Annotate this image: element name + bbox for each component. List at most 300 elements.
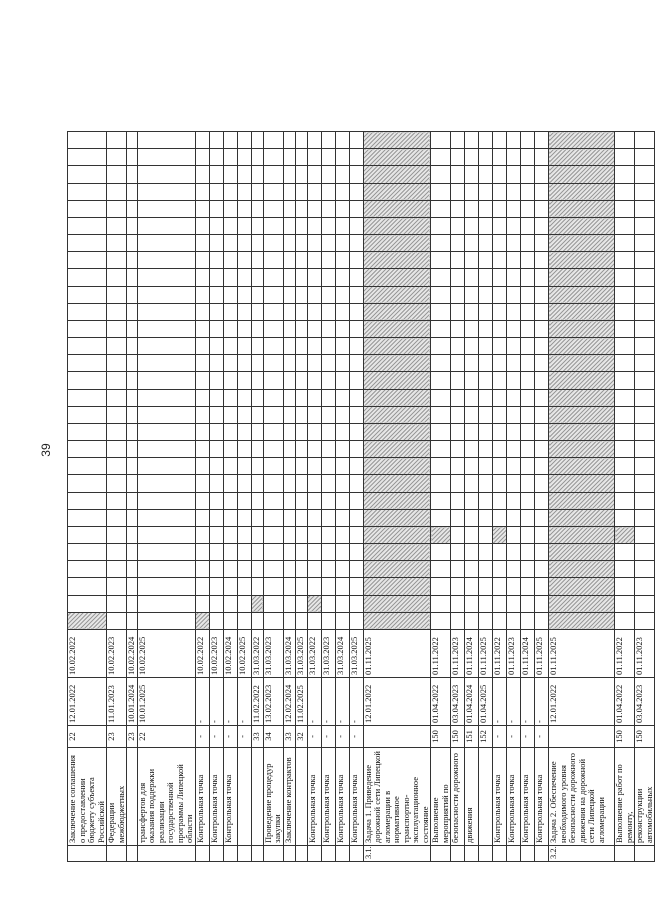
table-row [321, 132, 335, 862]
gantt-cell [127, 492, 138, 509]
end-date-cell: 01.11.2025 [479, 630, 493, 678]
gantt-cell [465, 269, 479, 286]
gantt-cell [68, 132, 107, 149]
gantt-cell [137, 492, 195, 509]
gantt-cell [363, 509, 431, 526]
gantt-cell [137, 612, 195, 629]
gantt-cell [335, 389, 349, 406]
table-row [451, 132, 465, 862]
gantt-cell [615, 389, 635, 406]
gantt-cell [263, 612, 283, 629]
gantt-cell [195, 561, 209, 578]
gantt-cell [251, 269, 263, 286]
gantt-cell [137, 269, 195, 286]
row-number-cell [479, 846, 493, 862]
activity-name-cell [295, 748, 307, 846]
end-date-cell: 10.02.2025 [237, 630, 251, 678]
gantt-cell [479, 561, 493, 578]
gantt-cell [127, 406, 138, 423]
gantt-cell [68, 320, 107, 337]
gantt-cell [507, 149, 521, 166]
gantt-cell [507, 561, 521, 578]
gantt-cell [363, 544, 431, 561]
gantt-cell [127, 561, 138, 578]
gantt-cell [223, 612, 237, 629]
gantt-cell [363, 269, 431, 286]
gantt-cell [615, 441, 635, 458]
table-row [68, 132, 107, 862]
gantt-cell [295, 166, 307, 183]
gantt-cell [479, 612, 493, 629]
gantt-cell [335, 561, 349, 578]
gantt-cell [237, 269, 251, 286]
gantt-cell [335, 200, 349, 217]
gantt-cell [223, 303, 237, 320]
gantt-cell [295, 183, 307, 200]
percent-cell: 33 [283, 726, 295, 748]
gantt-cell [349, 320, 363, 337]
gantt-cell [107, 355, 127, 372]
gantt-cell [349, 423, 363, 440]
gantt-cell [127, 526, 138, 543]
gantt-cell [335, 492, 349, 509]
gantt-cell [465, 441, 479, 458]
gantt-cell [335, 406, 349, 423]
gantt-cell [615, 217, 635, 234]
gantt-cell [137, 320, 195, 337]
percent-cell: - [195, 726, 209, 748]
gantt-cell [493, 166, 507, 183]
percent-cell: - [335, 726, 349, 748]
row-number-cell [223, 846, 237, 862]
gantt-cell [521, 492, 535, 509]
gantt-cell [307, 458, 321, 475]
gantt-cell [465, 132, 479, 149]
gantt-cell [615, 612, 635, 629]
gantt-cell [451, 406, 465, 423]
gantt-cell [295, 458, 307, 475]
gantt-cell [549, 595, 615, 612]
gantt-cell [335, 441, 349, 458]
gantt-cell [321, 526, 335, 543]
gantt-cell [321, 458, 335, 475]
gantt-cell [465, 389, 479, 406]
gantt-cell [451, 475, 465, 492]
gantt-cell [507, 423, 521, 440]
gantt-cell [465, 149, 479, 166]
gantt-cell [263, 338, 283, 355]
gantt-cell [549, 406, 615, 423]
gantt-cell [535, 595, 549, 612]
gantt-cell [107, 132, 127, 149]
gantt-cell [107, 544, 127, 561]
gantt-cell [521, 132, 535, 149]
gantt-cell [465, 303, 479, 320]
gantt-cell [195, 578, 209, 595]
start-date-cell: - [335, 678, 349, 726]
row-number-cell [295, 846, 307, 862]
gantt-cell [68, 372, 107, 389]
activity-name-cell: Выполнение работ по ремонту, [615, 748, 635, 846]
table-row [195, 132, 209, 862]
gantt-cell [223, 475, 237, 492]
gantt-cell [107, 200, 127, 217]
gantt-cell [363, 595, 431, 612]
gantt-cell [363, 149, 431, 166]
gantt-cell [127, 252, 138, 269]
gantt-cell [127, 269, 138, 286]
gantt-cell [431, 595, 451, 612]
gantt-cell [107, 183, 127, 200]
gantt-cell [223, 492, 237, 509]
gantt-cell [295, 355, 307, 372]
gantt-cell [479, 492, 493, 509]
gantt-cell [349, 578, 363, 595]
row-number-cell [535, 846, 549, 862]
gantt-cell [535, 320, 549, 337]
gantt-cell [635, 149, 655, 166]
gantt-cell [237, 183, 251, 200]
start-date-cell: 01.04.2024 [465, 678, 479, 726]
gantt-cell [307, 235, 321, 252]
gantt-cell [223, 252, 237, 269]
gantt-cell [465, 372, 479, 389]
gantt-cell [635, 406, 655, 423]
table-row [263, 132, 283, 862]
gantt-cell [535, 183, 549, 200]
gantt-cell [521, 303, 535, 320]
gantt-cell [507, 458, 521, 475]
gantt-cell [431, 320, 451, 337]
gantt-cell [263, 492, 283, 509]
percent-cell: 22 [68, 726, 107, 748]
activity-name-cell: Контрольная точка [307, 748, 321, 846]
gantt-cell [68, 612, 107, 629]
row-number-cell [321, 846, 335, 862]
gantt-cell [549, 475, 615, 492]
gantt-cell [349, 526, 363, 543]
gantt-cell [321, 235, 335, 252]
gantt-cell [263, 252, 283, 269]
gantt-cell [127, 355, 138, 372]
end-date-cell: 31.03.2025 [295, 630, 307, 678]
gantt-cell [283, 252, 295, 269]
gantt-cell [521, 475, 535, 492]
gantt-cell [195, 338, 209, 355]
gantt-cell [321, 475, 335, 492]
start-date-cell: 11.02.2022 [251, 678, 263, 726]
gantt-cell [507, 441, 521, 458]
gantt-cell [451, 492, 465, 509]
row-number-cell [431, 846, 451, 862]
end-date-cell: 31.03.2025 [349, 630, 363, 678]
gantt-cell [535, 578, 549, 595]
gantt-cell [549, 612, 615, 629]
table-row [363, 132, 431, 862]
gantt-cell [431, 492, 451, 509]
gantt-cell [107, 578, 127, 595]
table-row [127, 132, 138, 862]
gantt-cell [209, 320, 223, 337]
gantt-cell [307, 544, 321, 561]
start-date-cell: 11.01.2023 [107, 678, 127, 726]
gantt-cell [237, 612, 251, 629]
gantt-cell [263, 320, 283, 337]
activity-name-cell: Федерации межбюджетных [107, 748, 127, 846]
gantt-cell [363, 132, 431, 149]
gantt-cell [321, 612, 335, 629]
row-number-cell [635, 846, 655, 862]
gantt-cell [507, 338, 521, 355]
table-row [635, 132, 655, 862]
gantt-cell [363, 320, 431, 337]
gantt-cell [283, 200, 295, 217]
end-date-cell: 31.03.2022 [251, 630, 263, 678]
gantt-cell [363, 475, 431, 492]
gantt-cell [549, 372, 615, 389]
gantt-cell [137, 286, 195, 303]
gantt-cell [335, 149, 349, 166]
gantt-cell [493, 423, 507, 440]
gantt-cell [195, 526, 209, 543]
gantt-cell [209, 423, 223, 440]
gantt-cell [549, 458, 615, 475]
gantt-cell [335, 252, 349, 269]
gantt-cell [107, 389, 127, 406]
gantt-cell [68, 252, 107, 269]
gantt-cell [195, 303, 209, 320]
gantt-cell [549, 509, 615, 526]
gantt-cell [335, 355, 349, 372]
gantt-cell [283, 578, 295, 595]
gantt-cell [493, 406, 507, 423]
gantt-cell [137, 338, 195, 355]
table-row [507, 132, 521, 862]
gantt-cell [479, 475, 493, 492]
gantt-cell [521, 320, 535, 337]
gantt-cell [237, 372, 251, 389]
gantt-cell [195, 458, 209, 475]
gantt-cell [521, 372, 535, 389]
gantt-cell [465, 595, 479, 612]
start-date-cell: - [493, 678, 507, 726]
gantt-cell [283, 132, 295, 149]
gantt-cell [283, 303, 295, 320]
gantt-cell [209, 132, 223, 149]
gantt-cell [615, 269, 635, 286]
gantt-cell [223, 423, 237, 440]
gantt-cell [479, 235, 493, 252]
gantt-cell [307, 200, 321, 217]
activity-name-cell: Контрольная точка [507, 748, 521, 846]
gantt-cell [349, 217, 363, 234]
gantt-cell [465, 526, 479, 543]
end-date-cell: 10.02.2024 [223, 630, 237, 678]
gantt-cell [237, 252, 251, 269]
gantt-cell [107, 303, 127, 320]
gantt-cell [363, 612, 431, 629]
end-date-cell: 31.03.2023 [321, 630, 335, 678]
gantt-cell [223, 578, 237, 595]
gantt-cell [451, 372, 465, 389]
gantt-cell [479, 200, 493, 217]
gantt-cell [251, 595, 263, 612]
gantt-cell [209, 338, 223, 355]
gantt-cell [479, 217, 493, 234]
gantt-cell [493, 252, 507, 269]
gantt-cell [263, 200, 283, 217]
percent-cell: - [307, 726, 321, 748]
gantt-cell [137, 372, 195, 389]
gantt-cell [283, 338, 295, 355]
start-date-cell: - [223, 678, 237, 726]
gantt-cell [263, 217, 283, 234]
gantt-cell [349, 509, 363, 526]
end-date-cell: 01.11.2023 [635, 630, 655, 678]
gantt-cell [127, 372, 138, 389]
gantt-cell [335, 372, 349, 389]
gantt-cell [349, 492, 363, 509]
gantt-cell [521, 458, 535, 475]
gantt-cell [195, 509, 209, 526]
gantt-cell [195, 269, 209, 286]
gantt-cell [127, 303, 138, 320]
gantt-cell [507, 406, 521, 423]
gantt-cell [295, 252, 307, 269]
row-number-cell [349, 846, 363, 862]
gantt-cell [263, 286, 283, 303]
gantt-cell [209, 166, 223, 183]
gantt-cell [251, 132, 263, 149]
percent-cell: 150 [451, 726, 465, 748]
gantt-cell [615, 303, 635, 320]
gantt-cell [493, 544, 507, 561]
percent-cell: - [349, 726, 363, 748]
percent-cell: 23 [107, 726, 127, 748]
gantt-cell [349, 406, 363, 423]
gantt-cell [295, 200, 307, 217]
gantt-cell [195, 235, 209, 252]
gantt-cell [195, 355, 209, 372]
gantt-cell [209, 578, 223, 595]
gantt-cell [635, 423, 655, 440]
gantt-cell [209, 303, 223, 320]
gantt-cell [535, 561, 549, 578]
gantt-cell [307, 355, 321, 372]
gantt-cell [137, 303, 195, 320]
gantt-cell [137, 389, 195, 406]
gantt-cell [295, 286, 307, 303]
gantt-cell [451, 200, 465, 217]
activity-name-cell: безопасности дорожного [451, 748, 465, 846]
row-number-cell [137, 846, 195, 862]
gantt-cell [451, 458, 465, 475]
gantt-cell [349, 612, 363, 629]
gantt-cell [479, 252, 493, 269]
gantt-cell [549, 200, 615, 217]
gantt-cell [137, 544, 195, 561]
gantt-cell [451, 320, 465, 337]
gantt-cell [493, 389, 507, 406]
gantt-cell [363, 372, 431, 389]
gantt-cell [209, 475, 223, 492]
gantt-cell [237, 338, 251, 355]
gantt-cell [335, 183, 349, 200]
gantt-cell [615, 166, 635, 183]
gantt-cell [307, 578, 321, 595]
gantt-cell [283, 612, 295, 629]
gantt-cell [521, 235, 535, 252]
gantt-cell [549, 303, 615, 320]
gantt-cell [237, 355, 251, 372]
gantt-cell [479, 303, 493, 320]
gantt-cell [451, 423, 465, 440]
gantt-cell [223, 269, 237, 286]
gantt-cell [635, 303, 655, 320]
gantt-cell [431, 183, 451, 200]
gantt-cell [521, 406, 535, 423]
activity-name-cell: Выполнение мероприятий по [431, 748, 451, 846]
row-number-cell: 3.2. [549, 846, 615, 862]
gantt-cell [127, 441, 138, 458]
gantt-cell [521, 423, 535, 440]
gantt-cell [283, 286, 295, 303]
gantt-cell [263, 269, 283, 286]
start-date-cell: - [307, 678, 321, 726]
start-date-cell: 12.01.2022 [363, 678, 431, 726]
gantt-cell [263, 526, 283, 543]
gantt-cell [431, 509, 451, 526]
gantt-cell [451, 132, 465, 149]
gantt-cell [431, 406, 451, 423]
gantt-cell [283, 389, 295, 406]
gantt-cell [107, 561, 127, 578]
gantt-cell [127, 458, 138, 475]
gantt-cell [237, 492, 251, 509]
gantt-cell [493, 217, 507, 234]
start-date-cell: - [209, 678, 223, 726]
gantt-cell [479, 578, 493, 595]
gantt-cell [195, 595, 209, 612]
gantt-cell [263, 303, 283, 320]
gantt-cell [549, 183, 615, 200]
gantt-cell [223, 406, 237, 423]
gantt-cell [321, 389, 335, 406]
gantt-cell [451, 595, 465, 612]
gantt-cell [363, 406, 431, 423]
gantt-cell [521, 183, 535, 200]
gantt-cell [107, 509, 127, 526]
gantt-cell [127, 612, 138, 629]
gantt-cell [451, 286, 465, 303]
gantt-cell [451, 441, 465, 458]
gantt-cell [451, 578, 465, 595]
gantt-cell [335, 475, 349, 492]
gantt-cell [479, 509, 493, 526]
gantt-cell [431, 200, 451, 217]
end-date-cell: 10.02.2022 [195, 630, 209, 678]
gantt-cell [295, 338, 307, 355]
gantt-cell [521, 561, 535, 578]
row-number-cell [465, 846, 479, 862]
gantt-cell [451, 561, 465, 578]
start-date-cell: 12.01.2022 [549, 678, 615, 726]
gantt-cell [479, 372, 493, 389]
gantt-cell [68, 355, 107, 372]
gantt-cell [363, 389, 431, 406]
gantt-cell [493, 235, 507, 252]
gantt-cell [295, 372, 307, 389]
